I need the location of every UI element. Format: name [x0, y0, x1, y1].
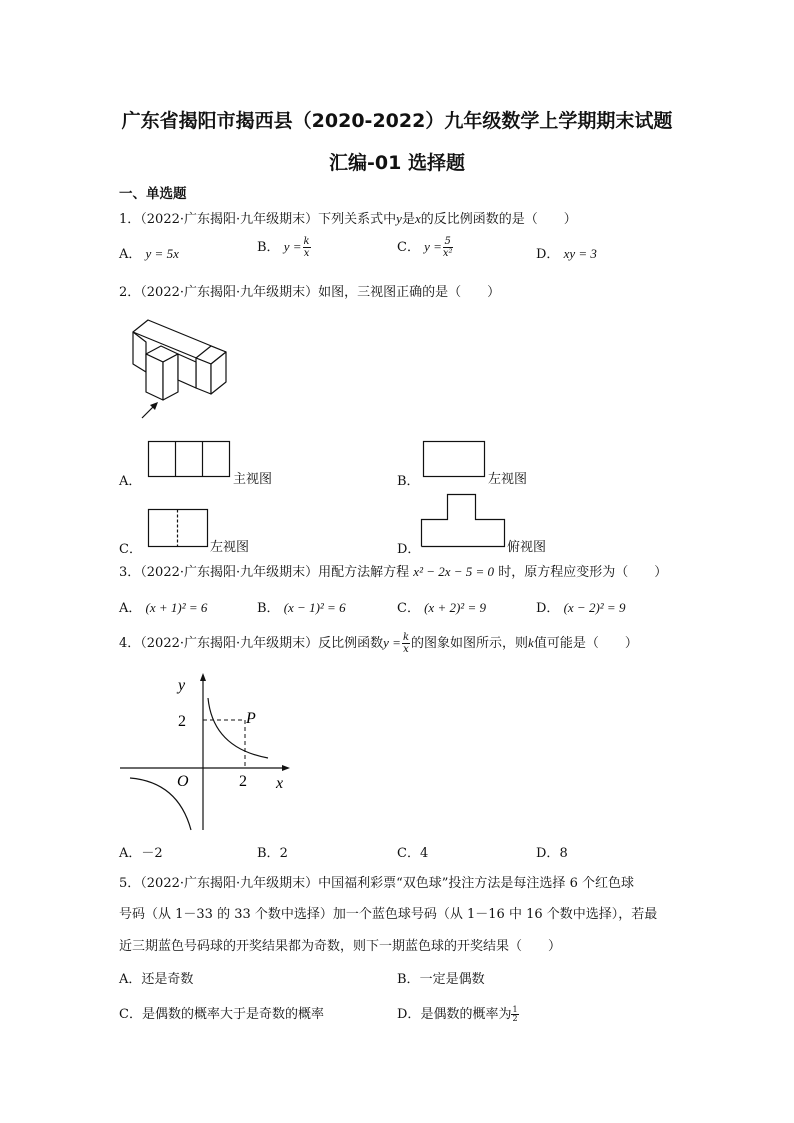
question-source: （2022·广东揭阳·九年级期末） — [140, 212, 319, 227]
question-5-line-1 — [119, 872, 634, 891]
section-heading: 一、单选题 — [119, 186, 187, 202]
q1-option-d[interactable] — [536, 243, 597, 262]
question-source: （2022·广东揭阳·九年级期末） — [140, 565, 319, 580]
option-value: －2 — [141, 846, 163, 861]
question-number: 5． — [119, 876, 141, 891]
option-expr: (x + 1)² = 6 — [145, 600, 208, 615]
q3-option-a[interactable] — [119, 597, 207, 616]
fraction-numerator: k — [303, 236, 310, 247]
option-label: B． — [397, 972, 420, 987]
q3-option-d[interactable] — [536, 597, 625, 616]
q3-option-b[interactable] — [257, 597, 346, 616]
fraction — [303, 236, 311, 259]
question-text: 的反比例函数的是（ ） — [420, 212, 577, 227]
point-p-label: P — [246, 710, 256, 727]
option-label: C． — [397, 601, 420, 616]
option-label: B． — [257, 240, 280, 255]
fraction — [511, 1006, 518, 1023]
fraction — [443, 236, 453, 259]
fraction-numerator: 5 — [444, 236, 451, 247]
q4-option-d[interactable] — [536, 842, 568, 861]
q2-option-c-label[interactable]: C． — [119, 542, 142, 557]
option-label: D． — [536, 846, 560, 861]
option-label: B． — [257, 601, 280, 616]
option-expr: y = — [424, 239, 442, 254]
option-value: 2 — [279, 846, 288, 861]
q5-option-a[interactable] — [119, 968, 193, 987]
option-value: 8 — [559, 846, 568, 861]
question-source: （2022·广东揭阳·九年级期末） — [140, 636, 319, 651]
fraction-denominator: x — [303, 248, 310, 259]
option-label: C． — [397, 846, 420, 861]
fraction-denominator: x — [403, 644, 409, 655]
q1-option-b[interactable] — [257, 236, 312, 259]
question-text: 反比例函数 — [318, 636, 384, 651]
fraction-denominator: 2 — [512, 1014, 518, 1023]
option-label: A． — [119, 972, 142, 987]
y-axis-arrow — [200, 673, 206, 681]
option-value: 4 — [419, 846, 429, 861]
question-text: 下列关系式中 — [318, 212, 397, 227]
y-tick-label: 2 — [178, 713, 186, 730]
question-4 — [119, 632, 638, 655]
question-2 — [119, 281, 500, 300]
q2-option-d-caption: 俯视图 — [507, 540, 547, 555]
page-subtitle: 汇编-01 选择题 — [329, 152, 465, 174]
math-var: y — [396, 211, 402, 226]
option-expr: (x − 1)² = 6 — [283, 600, 346, 615]
math-var: x — [414, 211, 421, 226]
q5-option-d[interactable] — [397, 1003, 519, 1023]
fraction-numerator: k — [402, 632, 410, 643]
question-source: （2022·广东揭阳·九年级期末） — [140, 285, 319, 300]
question-text: 是 — [401, 212, 415, 227]
question-number: 2． — [119, 285, 141, 300]
question-number: 4． — [119, 636, 141, 651]
q2-option-b-caption: 左视图 — [488, 472, 528, 487]
q2-option-d-label[interactable]: D． — [397, 542, 421, 557]
x-axis-arrow — [282, 765, 290, 771]
q4-option-b[interactable] — [257, 842, 288, 861]
hyperbola-graph — [118, 670, 298, 830]
q2-option-d-figure[interactable] — [421, 494, 505, 547]
question-text: 如图，三视图正确的是（ ） — [318, 285, 501, 300]
option-text: 一定是偶数 — [419, 972, 485, 987]
fraction-numerator: 1 — [512, 1005, 518, 1014]
q5-option-c[interactable] — [119, 1003, 324, 1022]
math-lhs: y = — [383, 635, 401, 650]
option-label: C． — [397, 240, 420, 255]
q2-option-b-figure[interactable] — [423, 441, 485, 477]
fraction — [402, 632, 410, 655]
x-axis-label: x — [276, 775, 284, 792]
question-number: 3． — [119, 565, 141, 580]
question-text: 中国福利彩票“双色球”投注方法是每注选择 6 个红色球 — [318, 876, 634, 891]
origin-label: O — [177, 773, 189, 790]
option-label: A． — [119, 846, 142, 861]
solid-figure — [128, 312, 238, 422]
page-title: 广东省揭阳市揭西县（2020-2022）九年级数学上学期期末试题 — [121, 110, 673, 132]
q1-option-a[interactable] — [119, 243, 179, 262]
y-axis-label: y — [178, 677, 186, 694]
option-label: D． — [536, 601, 560, 616]
question-1 — [119, 208, 577, 227]
q5-option-b[interactable] — [397, 968, 485, 987]
q4-option-a[interactable] — [119, 842, 163, 861]
question-text: 时，原方程应变形为（ ） — [498, 565, 668, 580]
option-expr: (x + 2)² = 9 — [424, 600, 486, 615]
q3-option-c[interactable] — [397, 597, 486, 616]
option-label: A． — [119, 247, 142, 262]
option-label: D． — [536, 247, 560, 262]
question-text: 用配方法解方程 — [318, 565, 410, 580]
q2-option-c-figure[interactable] — [148, 509, 208, 547]
equation: x² − 2x − 5 = 0 — [413, 564, 495, 579]
question-number: 1． — [119, 212, 141, 227]
option-label: B． — [257, 846, 280, 861]
q2-option-a-caption: 主视图 — [233, 472, 273, 487]
option-expr: y = — [283, 239, 302, 254]
question-text: 的图象如图所示，则 — [411, 636, 529, 651]
option-expr: y = 5x — [145, 246, 179, 261]
curve-branch-1 — [208, 698, 268, 758]
option-expr: (x − 2)² = 9 — [563, 600, 626, 615]
option-expr: xy = 3 — [563, 246, 597, 261]
option-text: 还是奇数 — [141, 972, 194, 987]
question-5-line-2: 号码（从 1－33 的 33 个数中选择）加一个蓝色球号码（从 1－16 中 16 个数中选择），若最 — [119, 907, 658, 922]
question-5-line-3: 近三期蓝色号码球的开奖结果都为奇数，则下一期蓝色球的开奖结果（ ） — [119, 939, 562, 954]
option-label: C． — [119, 1007, 142, 1022]
question-text: 值可能是（ ） — [533, 636, 638, 651]
option-text: 是偶数的概率为 — [420, 1007, 512, 1022]
q2-option-b-label[interactable]: B． — [397, 474, 420, 489]
q1-option-c[interactable] — [397, 236, 454, 259]
option-label: D． — [397, 1007, 421, 1022]
question-3 — [119, 561, 667, 580]
q2-option-a-figure[interactable] — [148, 441, 230, 477]
q2-option-a-label[interactable]: A． — [119, 474, 142, 489]
math-var: k — [528, 635, 534, 650]
question-source: （2022·广东揭阳·九年级期末） — [140, 876, 319, 891]
fraction-denominator: x² — [442, 248, 453, 259]
q4-option-c[interactable] — [397, 842, 428, 861]
x-tick-label: 2 — [239, 773, 247, 790]
option-label: A． — [119, 601, 142, 616]
q2-option-c-caption: 左视图 — [210, 540, 250, 555]
option-text: 是偶数的概率大于是奇数的概率 — [141, 1007, 324, 1022]
